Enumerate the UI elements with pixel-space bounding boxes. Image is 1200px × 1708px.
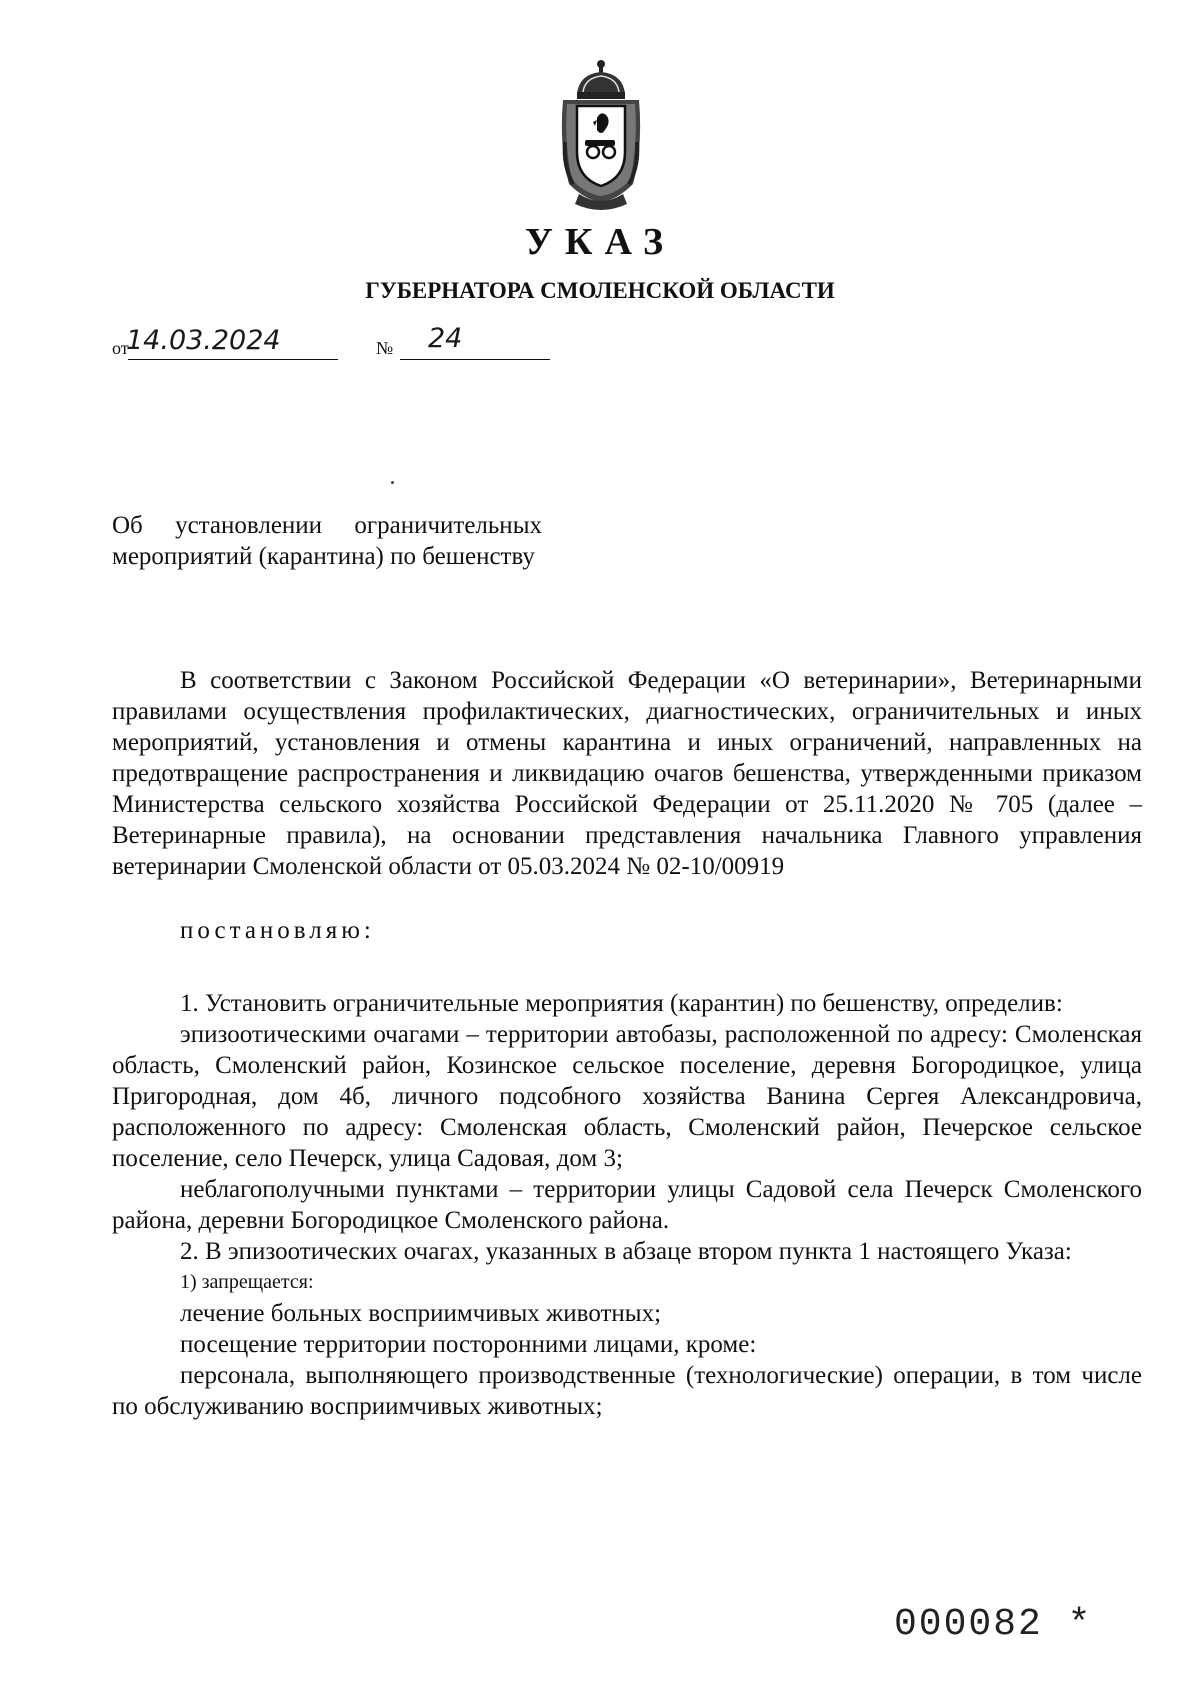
paragraph-2-1-c: персонала, выполняющего производственные (технологические) операции, в том числе по обслуживанию восприимчивых животных; <box>112 1362 1142 1420</box>
paragraph-2: 2. В эпизоотических очагах, указанных в абзаце втором пункта 1 настоящего Указа: <box>180 1238 1072 1265</box>
date-prefix: от <box>112 338 129 358</box>
scan-speck <box>391 481 394 484</box>
paragraph-2-1-b: посещение территории посторонними лицами, кроме: <box>180 1331 757 1358</box>
document-body <box>112 665 1142 1422</box>
handwritten-date: 14.03.2024 <box>126 325 281 356</box>
serial-number: 000082 * <box>894 1603 1093 1646</box>
date-number-line <box>112 324 552 364</box>
number-underline <box>400 359 550 360</box>
paragraph-1-foci: эпизоотическими очагами – территории автобазы, расположенной по адресу: Смоленская область, Смоленский район, Козинское сельское поселение, деревня Богородицкое, улица Пригородная, дом 4б, личного подсобного хозяйства Ванина Сергея Александровича, расположенного по адресу: Смоленская область, Смоленский район, Печерское сельское поселение, село Печерск, улица Садовая, дом 3; <box>112 1021 1142 1172</box>
handwritten-number: 24 <box>428 323 463 354</box>
paragraph-1: 1. Установить ограничительные мероприятия (карантин) по бешенству, определив: <box>180 990 1063 1017</box>
document-title: УКАЗ <box>525 221 675 263</box>
document-subject: Об установлении ограничительных мероприятий (карантина) по бешенству <box>112 512 542 570</box>
document-subtitle: ГУБЕРНАТОРА СМОЛЕНСКОЙ ОБЛАСТИ <box>365 278 835 303</box>
paragraph-1-points: неблагополучными пунктами – территории улицы Садовой села Печерск Смоленского района, деревни Богородицкое Смоленского района. <box>112 1176 1142 1234</box>
preamble-paragraph: В соответствии с Законом Российской Федерации «О ветеринарии», Ветеринарными правилами осуществления профилактических, диагностических, ограничительных и иных мероприятий, установления и отмены карантина и иных ограничений, направленных на предотвращение распространения и ликвидацию очагов бешенства, утвержденными приказом Министерства сельского хозяйства Российской Федерации от 25.11.2020 № 705 (далее – Ветеринарные правила), на основании представления начальника Главного управления ветеринарии Смоленской области от 05.03.2024 № 02-10/00919 <box>112 667 1142 880</box>
paragraph-2-1: 1) запрещается: <box>180 1271 314 1293</box>
coat-of-arms-emblem <box>549 56 653 212</box>
paragraph-2-1-a: лечение больных восприимчивых животных; <box>180 1300 662 1327</box>
number-prefix: № <box>376 338 394 358</box>
date-underline <box>128 359 338 360</box>
decree-word: постановляю: <box>180 917 375 944</box>
